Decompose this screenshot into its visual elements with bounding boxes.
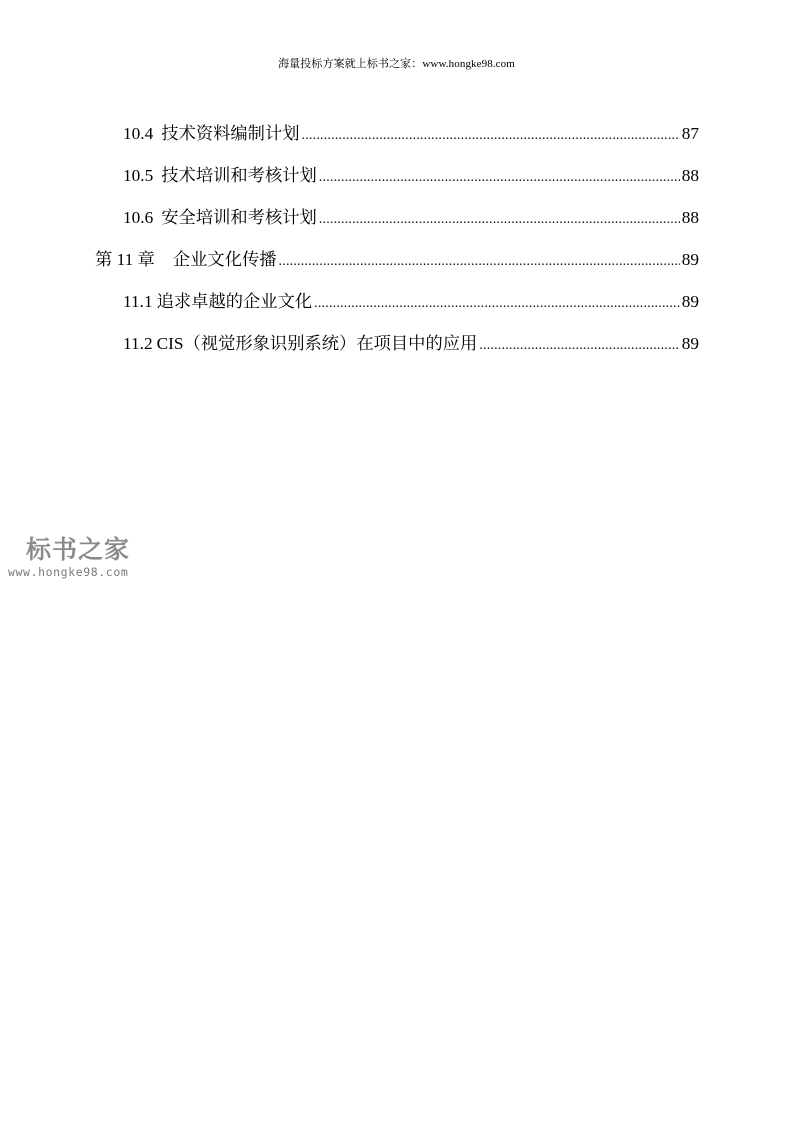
- toc-entry-title: 企业文化传播: [172, 250, 277, 269]
- toc-dot-leader: [279, 252, 680, 272]
- watermark-logo: [8, 534, 158, 584]
- toc-entry-page: 89: [681, 334, 699, 353]
- toc-entry-title: 安全培训和考核计划: [161, 208, 317, 227]
- toc-entry-label: [123, 122, 300, 146]
- watermark-title: 标书之家: [26, 535, 131, 564]
- toc-entry-page: 87: [681, 124, 699, 143]
- toc-entry-label: [123, 206, 317, 230]
- toc-entry-label: [123, 290, 312, 314]
- toc-entry-number: 11.1: [123, 292, 153, 311]
- toc-entry-title: 追求卓越的企业文化: [156, 292, 313, 311]
- toc-dot-leader: [302, 126, 680, 146]
- toc-entry-number: 10.4: [123, 124, 154, 143]
- toc-dot-leader: [319, 168, 680, 188]
- toc-dot-leader: [319, 210, 680, 230]
- toc-entry-10-4[interactable]: [123, 122, 699, 146]
- toc-entry-11-2[interactable]: [123, 332, 699, 356]
- toc-entry-page: 88: [681, 166, 699, 185]
- toc-dot-leader: [314, 294, 680, 314]
- toc-entry-number: 10.5: [123, 166, 154, 185]
- toc-entry-page: 89: [681, 250, 699, 269]
- page-header: 海量投标方案就上标书之家：www.hongke98.com: [278, 58, 515, 70]
- toc-entry-title: 技术资料编制计划: [161, 124, 300, 143]
- watermark-url: www.hongke98.com: [8, 565, 129, 579]
- toc-entry-title: CIS（视觉形象识别系统）在项目中的应用: [156, 334, 478, 353]
- toc-entry-11-1[interactable]: [123, 290, 699, 314]
- toc-entry-number: 11.2: [123, 334, 153, 353]
- toc-entry-page: 88: [681, 208, 699, 227]
- toc-entry-10-6[interactable]: [123, 206, 699, 230]
- toc-entry-label: [95, 248, 277, 272]
- toc-dot-leader: [479, 336, 679, 356]
- toc-entry-number: 10.6: [123, 208, 154, 227]
- toc-entry-chapter-11[interactable]: [95, 248, 699, 272]
- toc-entry-number: 第 11 章: [95, 250, 155, 269]
- toc-entry-title: 技术培训和考核计划: [161, 166, 317, 185]
- toc-entry-10-5[interactable]: [123, 164, 699, 188]
- toc-entry-label: [123, 164, 317, 188]
- toc-entry-label: [123, 332, 477, 356]
- toc-entry-page: 89: [681, 292, 699, 311]
